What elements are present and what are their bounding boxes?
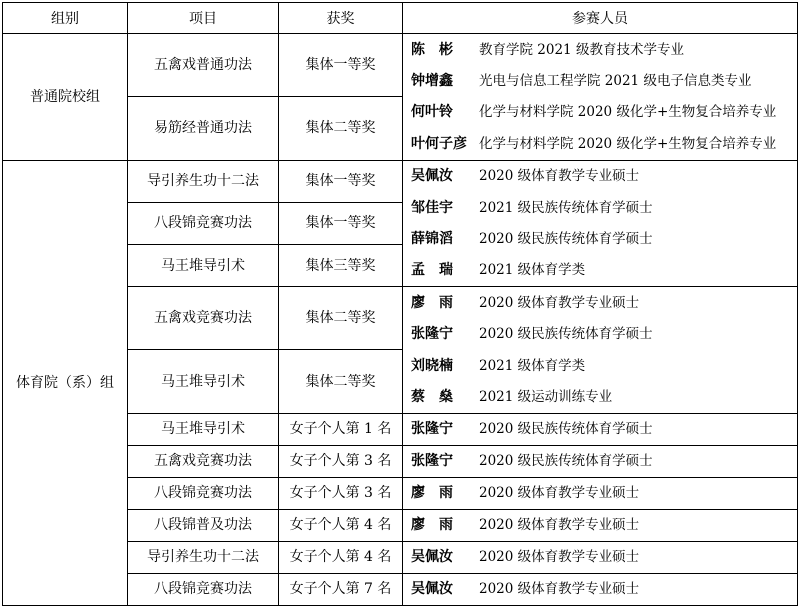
participant-name: 张隆宁: [411, 326, 453, 343]
participant-detail: 2020 级体育教学专业硕士: [479, 580, 640, 597]
participant-name: 蔡 燊: [411, 388, 453, 405]
participant: [411, 446, 797, 476]
participant: [411, 287, 797, 318]
participant-name: 吴佩汝: [411, 168, 453, 185]
table-row: [3, 34, 798, 97]
project-cell: 马王堆导引术: [128, 350, 279, 413]
participant-detail: 教育学院 2021 级教育技术学专业: [479, 41, 684, 58]
participant: [411, 478, 797, 508]
participant-detail: 化学与材料学院 2020 级化学+生物复合培养专业: [479, 135, 777, 152]
project-cell: 易筋经普通功法: [128, 97, 279, 160]
header-row: [3, 3, 798, 34]
participant-detail: 2020 级体育教学专业硕士: [479, 168, 640, 185]
project-cell: 五禽戏竞赛功法: [128, 445, 279, 477]
participant-detail: 2021 级体育学类: [479, 357, 586, 374]
award-cell: 集体一等奖: [279, 34, 403, 97]
participant-detail: 2020 级民族传统体育学硕士: [479, 326, 653, 343]
participant: [411, 414, 797, 444]
participant-detail: 2021 级民族传统体育学硕士: [479, 199, 653, 216]
award-cell: 集体二等奖: [279, 350, 403, 413]
project-cell: 八段锦普及功法: [128, 509, 279, 541]
participant-detail: 2020 级体育教学专业硕士: [479, 294, 640, 311]
project-cell: 八段锦竞赛功法: [128, 202, 279, 244]
award-cell: 女子个人第 3 名: [279, 477, 403, 509]
award-cell: 集体三等奖: [279, 244, 403, 286]
project-cell: 五禽戏普通功法: [128, 34, 279, 97]
participant-detail: 2020 级民族传统体育学硕士: [479, 420, 653, 437]
participant-name: 钟增鑫: [411, 73, 453, 90]
award-cell: 集体一等奖: [279, 202, 403, 244]
participants-cell: [403, 160, 798, 287]
participant: [411, 97, 797, 128]
award-cell: 女子个人第 4 名: [279, 541, 403, 573]
participant: [411, 574, 797, 604]
award-cell: 女子个人第 7 名: [279, 573, 403, 605]
participants-cell: [403, 573, 798, 605]
awards-table: [2, 2, 798, 606]
award-cell: 集体二等奖: [279, 97, 403, 160]
award-cell: 女子个人第 3 名: [279, 445, 403, 477]
participant-name: 吴佩汝: [411, 580, 453, 597]
group-cell: 体育院（系）组: [3, 160, 128, 605]
project-cell: 导引养生功十二法: [128, 541, 279, 573]
participant-name: 陈 彬: [411, 41, 453, 58]
participants-cell: [403, 34, 798, 161]
participants-cell: [403, 413, 798, 445]
award-cell: 女子个人第 1 名: [279, 413, 403, 445]
participant: [411, 381, 797, 412]
participant-name: 薛锦滔: [411, 231, 453, 248]
participant: [411, 223, 797, 254]
participant-detail: 2020 级体育教学专业硕士: [479, 548, 640, 565]
project-cell: 八段锦竞赛功法: [128, 477, 279, 509]
project-cell: 马王堆导引术: [128, 244, 279, 286]
participant-name: 孟 瑞: [411, 262, 453, 279]
participant: [411, 34, 797, 65]
participant: [411, 319, 797, 350]
participant-name: 吴佩汝: [411, 548, 453, 565]
participant-detail: 2021 级运动训练专业: [479, 388, 613, 405]
award-cell: 女子个人第 4 名: [279, 509, 403, 541]
participant: [411, 542, 797, 572]
header-project: 项目: [128, 3, 279, 34]
participant: [411, 161, 797, 192]
participant-detail: 2020 级体育教学专业硕士: [479, 484, 640, 501]
participant-detail: 2021 级体育学类: [479, 262, 586, 279]
participant-name: 叶何子彦: [411, 135, 467, 152]
participants-cell: [403, 287, 798, 414]
header-group: 组别: [3, 3, 128, 34]
participant: [411, 350, 797, 381]
project-cell: 马王堆导引术: [128, 413, 279, 445]
award-cell: 集体二等奖: [279, 287, 403, 350]
participants-cell: [403, 541, 798, 573]
participant-name: 张隆宁: [411, 452, 453, 469]
participant: [411, 192, 797, 223]
header-participants: 参赛人员: [403, 3, 798, 34]
participant: [411, 255, 797, 286]
participant-detail: 光电与信息工程学院 2021 级电子信息类专业: [479, 73, 752, 90]
award-cell: 集体一等奖: [279, 160, 403, 202]
participant: [411, 510, 797, 540]
project-cell: 五禽戏竞赛功法: [128, 287, 279, 350]
participants-cell: [403, 445, 798, 477]
table-row: [3, 160, 798, 202]
participant-detail: 2020 级民族传统体育学硕士: [479, 452, 653, 469]
group-cell: 普通院校组: [3, 34, 128, 161]
participant: [411, 65, 797, 96]
participant-name: 刘晓楠: [411, 357, 453, 374]
participants-cell: [403, 477, 798, 509]
participant-name: 廖 雨: [411, 516, 453, 533]
participant-name: 廖 雨: [411, 484, 453, 501]
project-cell: 八段锦竞赛功法: [128, 573, 279, 605]
participant-name: 廖 雨: [411, 294, 453, 311]
participant-name: 邹佳宇: [411, 199, 453, 216]
participant-detail: 2020 级体育教学专业硕士: [479, 516, 640, 533]
participants-cell: [403, 509, 798, 541]
header-award: 获奖: [279, 3, 403, 34]
participant-detail: 化学与材料学院 2020 级化学+生物复合培养专业: [479, 104, 777, 121]
participant: [411, 128, 797, 159]
project-cell: 导引养生功十二法: [128, 160, 279, 202]
participant-name: 何叶铃: [411, 104, 453, 121]
participant-detail: 2020 级民族传统体育学硕士: [479, 231, 653, 248]
participant-name: 张隆宁: [411, 420, 453, 437]
